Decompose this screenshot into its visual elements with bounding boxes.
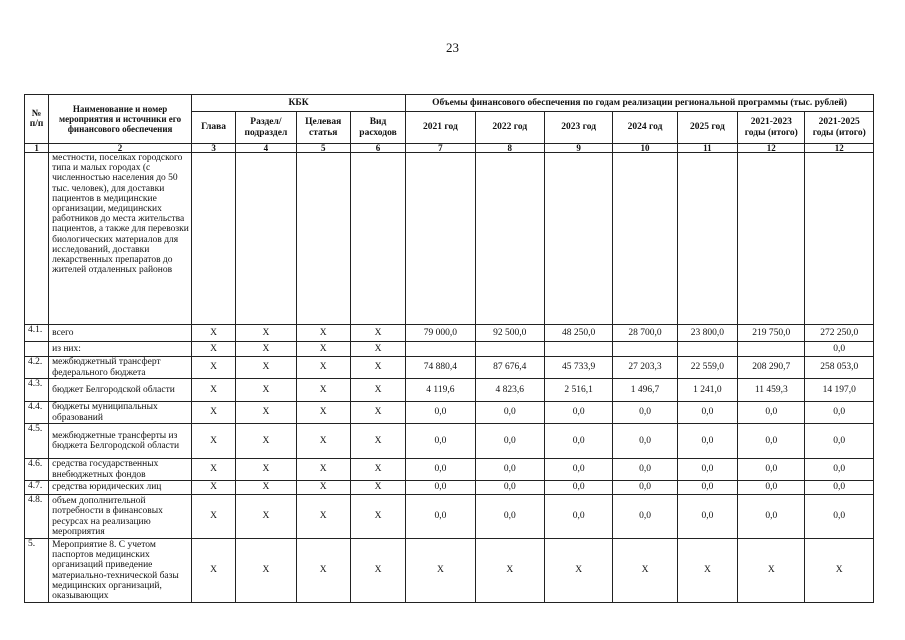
header-num: № п/п [25,95,49,144]
table-row [25,379,874,402]
amount-cell: 0,0 [805,402,874,424]
table-row [25,495,874,539]
amount-cell: X [406,539,475,603]
amount-cell: 258 053,0 [805,357,874,379]
kbk-cell: X [191,342,235,357]
amount-cell: 0,0 [805,459,874,481]
header-year-col: 2022 год [475,112,544,144]
amount-cell [738,342,805,357]
amount-cell [406,153,475,325]
kbk-cell: X [350,424,405,459]
row-name: бюджеты муниципальных образований [49,402,192,424]
amount-cell: 4 823,6 [475,379,544,402]
kbk-cell: X [236,342,296,357]
table-row [25,325,874,342]
kbk-cell: X [350,495,405,539]
kbk-cell: X [296,424,350,459]
amount-cell: 0,0 [805,342,874,357]
header-kbk-col: Раздел/ подраздел [236,112,296,144]
header-name: Наименование и номер мероприятия и источники его финансового обеспечения [49,95,192,144]
amount-cell: 22 559,0 [677,357,737,379]
kbk-cell: X [350,402,405,424]
header-year-col: 2021 год [406,112,475,144]
kbk-cell: X [236,481,296,495]
amount-cell: 0,0 [613,495,677,539]
column-number: 5 [296,144,350,153]
header-year-col: 2023 год [544,112,612,144]
row-name: всего [49,325,192,342]
amount-cell [475,153,544,325]
column-number: 6 [350,144,405,153]
row-number [25,342,49,357]
amount-cell [613,342,677,357]
column-number: 12 [738,144,805,153]
amount-cell: 0,0 [738,481,805,495]
header-kbk-col: Целевая статья [296,112,350,144]
amount-cell: 208 290,7 [738,357,805,379]
column-number-row [25,144,874,153]
column-number: 2 [49,144,192,153]
amount-cell: 0,0 [738,459,805,481]
row-number: 5. [25,539,49,603]
kbk-cell: X [236,495,296,539]
amount-cell: 79 000,0 [406,325,475,342]
row-name: объем дополнительной потребности в финансовых ресурсах на реализацию мероприятия [49,495,192,539]
header-kbk-col: Вид расходов [350,112,405,144]
amount-cell [475,342,544,357]
amount-cell: 0,0 [677,424,737,459]
kbk-cell: X [350,481,405,495]
kbk-cell: X [236,459,296,481]
row-number: 4.3. [25,379,49,402]
amount-cell: 0,0 [406,402,475,424]
kbk-cell: X [191,459,235,481]
amount-cell: 219 750,0 [738,325,805,342]
row-number: 4.7. [25,481,49,495]
kbk-cell: X [350,325,405,342]
amount-cell: 0,0 [677,495,737,539]
table-row [25,342,874,357]
row-number: 4.5. [25,424,49,459]
table-row [25,357,874,379]
kbk-cell: X [296,495,350,539]
amount-cell: 0,0 [805,495,874,539]
amount-cell: 45 733,9 [544,357,612,379]
table-row [25,481,874,495]
amount-cell: 0,0 [677,459,737,481]
kbk-cell: X [350,539,405,603]
amount-cell: 0,0 [475,495,544,539]
header-year-col: 2024 год [613,112,677,144]
amount-cell: 0,0 [613,402,677,424]
row-name: бюджет Белгородской области [49,379,192,402]
row-name: средства юридических лиц [49,481,192,495]
kbk-cell: X [191,495,235,539]
amount-cell: 1 241,0 [677,379,737,402]
kbk-cell: X [296,379,350,402]
kbk-cell: X [296,325,350,342]
row-number: 4.4. [25,402,49,424]
column-number: 12 [805,144,874,153]
kbk-cell: X [191,379,235,402]
table-row [25,153,874,325]
kbk-cell: X [191,325,235,342]
amount-cell: 2 516,1 [544,379,612,402]
column-number: 10 [613,144,677,153]
column-number: 9 [544,144,612,153]
row-name: межбюджетный трансферт федерального бюджета [49,357,192,379]
kbk-cell: X [350,379,405,402]
header-kbk-col: Глава [191,112,235,144]
row-name: межбюджетные трансферты из бюджета Белгородской области [49,424,192,459]
amount-cell: 23 800,0 [677,325,737,342]
table-row [25,424,874,459]
table-body [25,144,874,603]
kbk-cell: X [296,402,350,424]
amount-cell [544,342,612,357]
kbk-cell: X [191,539,235,603]
amount-cell: 92 500,0 [475,325,544,342]
amount-cell: 0,0 [544,481,612,495]
amount-cell: 0,0 [544,495,612,539]
row-number [25,153,49,325]
kbk-cell: X [350,459,405,481]
kbk-cell [296,153,350,325]
table-row [25,539,874,603]
amount-cell: 0,0 [738,424,805,459]
column-number: 3 [191,144,235,153]
kbk-cell [350,153,405,325]
row-name: средства государственных внебюджетных фондов [49,459,192,481]
amount-cell [805,153,874,325]
amount-cell: 0,0 [805,481,874,495]
amount-cell: 0,0 [805,424,874,459]
kbk-cell [191,153,235,325]
kbk-cell: X [236,379,296,402]
amount-cell: 87 676,4 [475,357,544,379]
amount-cell: 0,0 [738,495,805,539]
amount-cell: 272 250,0 [805,325,874,342]
amount-cell: 0,0 [613,459,677,481]
kbk-cell: X [236,402,296,424]
header-volumes: Объемы финансового обеспечения по годам реализации региональной программы (тыс. рублей) [406,95,874,112]
kbk-cell: X [296,539,350,603]
row-name: из них: [49,342,192,357]
amount-cell: 28 700,0 [613,325,677,342]
kbk-cell: X [296,481,350,495]
kbk-cell: X [236,424,296,459]
kbk-cell: X [350,342,405,357]
column-number: 8 [475,144,544,153]
kbk-cell: X [236,357,296,379]
amount-cell [613,153,677,325]
kbk-cell: X [191,481,235,495]
row-number: 4.8. [25,495,49,539]
kbk-cell [236,153,296,325]
amount-cell: 0,0 [544,402,612,424]
amount-cell [544,153,612,325]
column-number: 7 [406,144,475,153]
amount-cell: 48 250,0 [544,325,612,342]
column-number: 1 [25,144,49,153]
amount-cell: 0,0 [677,402,737,424]
amount-cell: 0,0 [613,481,677,495]
amount-cell: X [805,539,874,603]
amount-cell: 0,0 [475,424,544,459]
header-year-col: 2021-2025 годы (итого) [805,112,874,144]
amount-cell: X [677,539,737,603]
amount-cell: 0,0 [406,481,475,495]
kbk-cell: X [191,402,235,424]
amount-cell: 0,0 [544,459,612,481]
kbk-cell: X [296,342,350,357]
amount-cell [406,342,475,357]
column-number: 4 [236,144,296,153]
amount-cell: X [544,539,612,603]
kbk-cell: X [191,357,235,379]
row-number: 4.1. [25,325,49,342]
amount-cell: 4 119,6 [406,379,475,402]
row-name: Мероприятие 8. С учетом паспортов медицинских организаций приведение материально-технической базы медицинских организаций, оказывающих [49,539,192,603]
amount-cell: 14 197,0 [805,379,874,402]
amount-cell [738,153,805,325]
amount-cell: 0,0 [613,424,677,459]
amount-cell [677,153,737,325]
amount-cell: X [613,539,677,603]
amount-cell: 0,0 [544,424,612,459]
amount-cell: 11 459,3 [738,379,805,402]
amount-cell: X [738,539,805,603]
kbk-cell: X [296,357,350,379]
amount-cell [677,342,737,357]
amount-cell: 27 203,3 [613,357,677,379]
table-row [25,402,874,424]
amount-cell: 74 880,4 [406,357,475,379]
header-kbk: КБК [191,95,405,112]
amount-cell: 0,0 [406,495,475,539]
amount-cell: 1 496,7 [613,379,677,402]
kbk-cell: X [236,325,296,342]
row-name: местности, поселках городского типа и малых городах (с численностью населения до 50 тыс. человек), для доставки пациентов в медицинские организации, медицинских работников до места жительства пациентов, а также для перевозки биологических материалов для исследований, доставки лекарственных препаратов до жителей отдаленных районов [49,153,192,325]
amount-cell: 0,0 [406,424,475,459]
amount-cell: 0,0 [738,402,805,424]
amount-cell: 0,0 [475,402,544,424]
amount-cell: 0,0 [406,459,475,481]
amount-cell: 0,0 [475,481,544,495]
column-number: 11 [677,144,737,153]
header-year-col: 2021-2023 годы (итого) [738,112,805,144]
row-number: 4.6. [25,459,49,481]
row-number: 4.2. [25,357,49,379]
kbk-cell: X [236,539,296,603]
amount-cell: 0,0 [475,459,544,481]
budget-table [24,94,874,603]
header-year-col: 2025 год [677,112,737,144]
amount-cell: X [475,539,544,603]
kbk-cell: X [191,424,235,459]
kbk-cell: X [296,459,350,481]
amount-cell: 0,0 [677,481,737,495]
table-row [25,459,874,481]
page-number: 23 [446,40,459,55]
kbk-cell: X [350,357,405,379]
